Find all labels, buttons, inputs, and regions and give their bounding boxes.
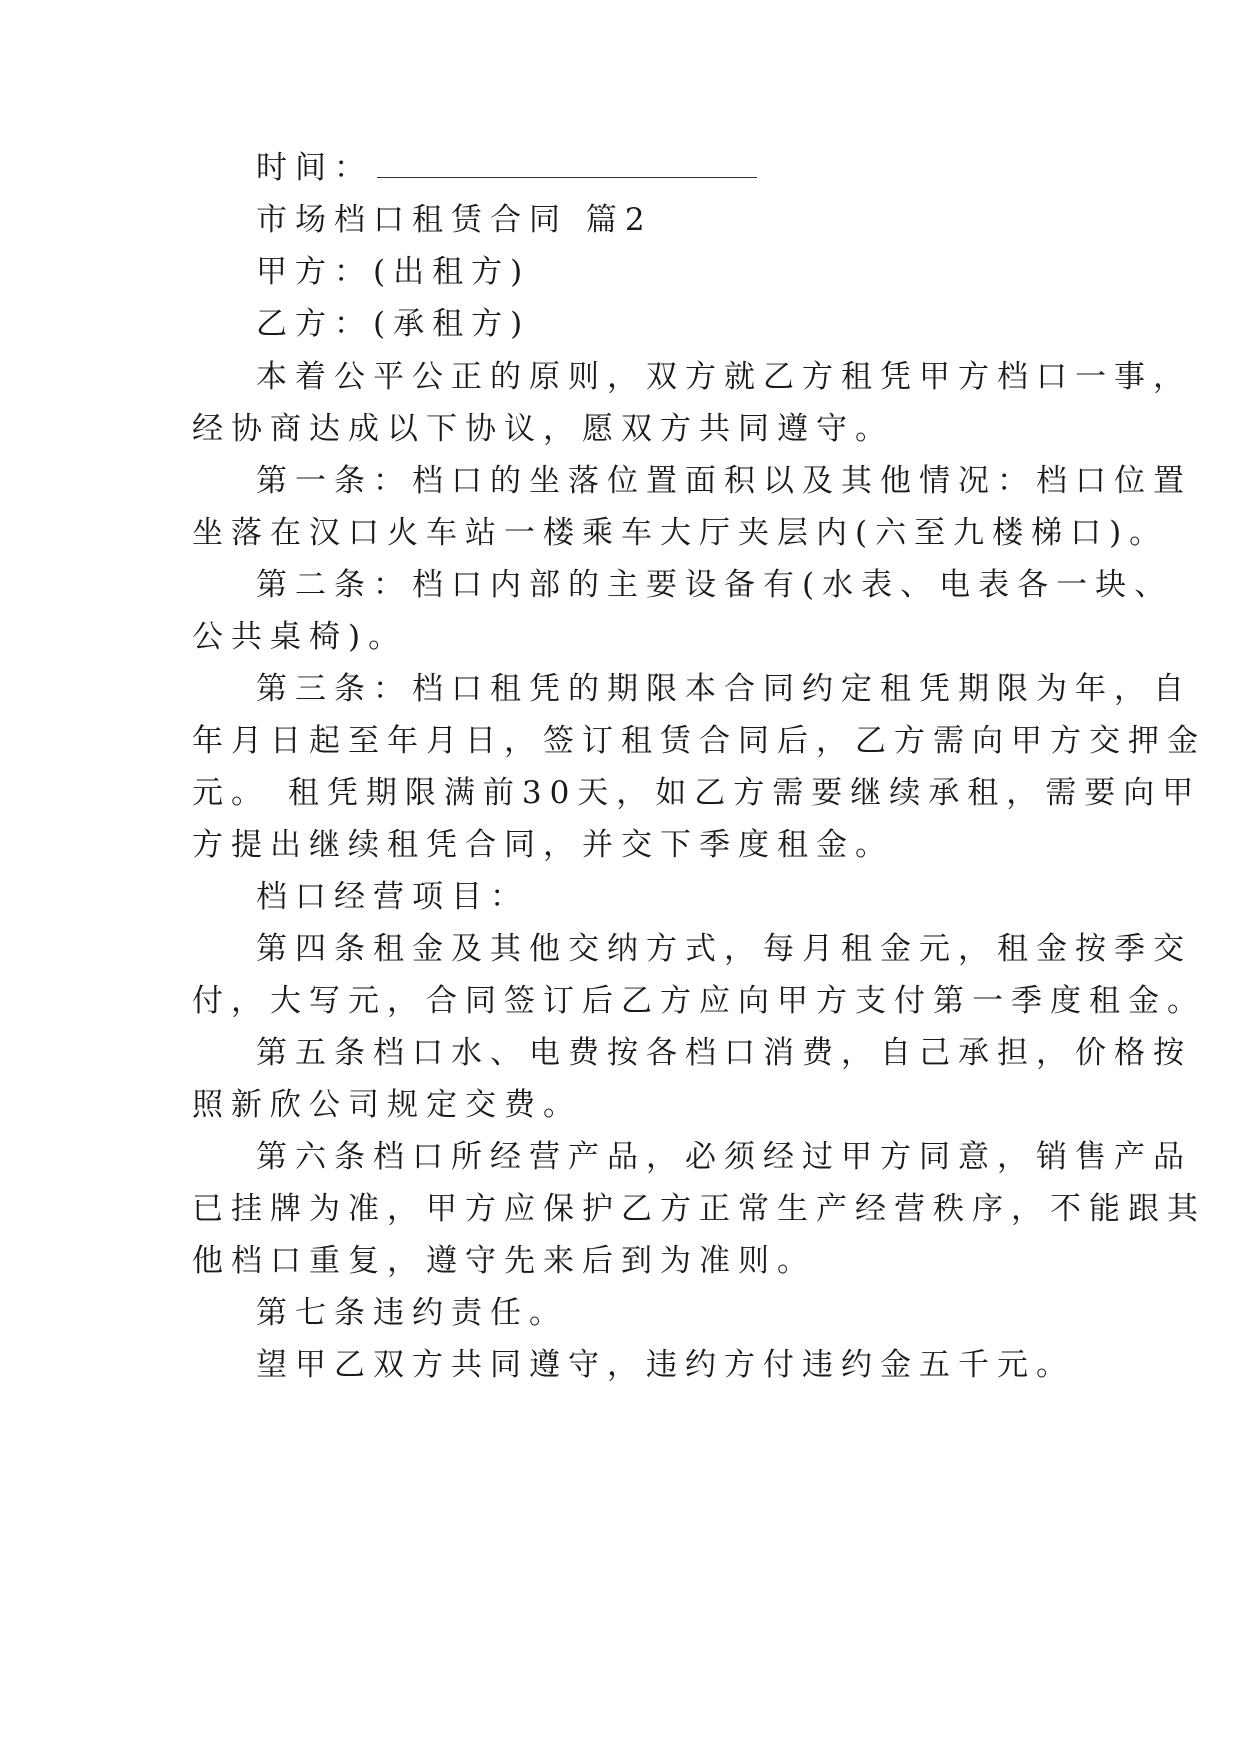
paragraph-line: 公共桌椅)。 bbox=[192, 619, 408, 655]
paragraph-line: 经协商达成以下协议，愿双方共同遵守。 bbox=[192, 411, 894, 447]
party-a-line: 甲方：(出租方) bbox=[256, 254, 531, 290]
paragraph-line: 已挂牌为准，甲方应保护乙方正常生产经营秩序，不能跟其 bbox=[192, 1191, 1206, 1227]
paragraph-line: 年月日起至年月日，签订租赁合同后，乙方需向甲方交押金 bbox=[192, 723, 1206, 759]
paragraph-line: 他档口重复，遵守先来后到为准则。 bbox=[192, 1243, 816, 1279]
paragraph-line: 本着公平公正的原则，双方就乙方租凭甲方档口一事， bbox=[256, 359, 1192, 395]
paragraph-line: 望甲乙双方共同遵守，违约方付违约金五千元。 bbox=[256, 1347, 1075, 1383]
paragraph-line: 第一条：档口的坐落位置面积以及其他情况：档口位置 bbox=[256, 463, 1192, 499]
paragraph-line: 元。 租凭期限满前30天，如乙方需要继续承租，需要向甲 bbox=[192, 775, 1202, 811]
paragraph-line: 第七条违约责任。 bbox=[256, 1295, 568, 1331]
paragraph-line: 第五条档口水、电费按各档口消费，自己承担，价格按 bbox=[256, 1035, 1192, 1071]
paragraph-line: 坐落在汉口火车站一楼乘车大厅夹层内(六至九楼梯口)。 bbox=[192, 515, 1169, 551]
paragraph-line: 第六条档口所经营产品，必须经过甲方同意，销售产品 bbox=[256, 1139, 1192, 1175]
document-heading: 市场档口租赁合同 篇2 bbox=[256, 202, 653, 238]
time-label: 时间： bbox=[256, 150, 373, 186]
paragraph-line: 第三条：档口租凭的期限本合同约定租凭期限为年，自 bbox=[256, 671, 1192, 707]
paragraph-line: 付，大写元，合同签订后乙方应向甲方支付第一季度租金。 bbox=[192, 983, 1206, 1019]
time-line bbox=[256, 148, 757, 188]
time-blank-field bbox=[377, 149, 757, 178]
party-b-line: 乙方：(承租方) bbox=[256, 306, 531, 342]
paragraph-line: 方提出继续租凭合同，并交下季度租金。 bbox=[192, 827, 894, 863]
paragraph-line: 档口经营项目： bbox=[256, 879, 529, 915]
paragraph-line: 第二条：档口内部的主要设备有(水表、电表各一块、 bbox=[256, 567, 1174, 603]
paragraph-line: 第四条租金及其他交纳方式，每月租金元，租金按季交 bbox=[256, 931, 1192, 967]
paragraph-line: 照新欣公司规定交费。 bbox=[192, 1087, 582, 1123]
